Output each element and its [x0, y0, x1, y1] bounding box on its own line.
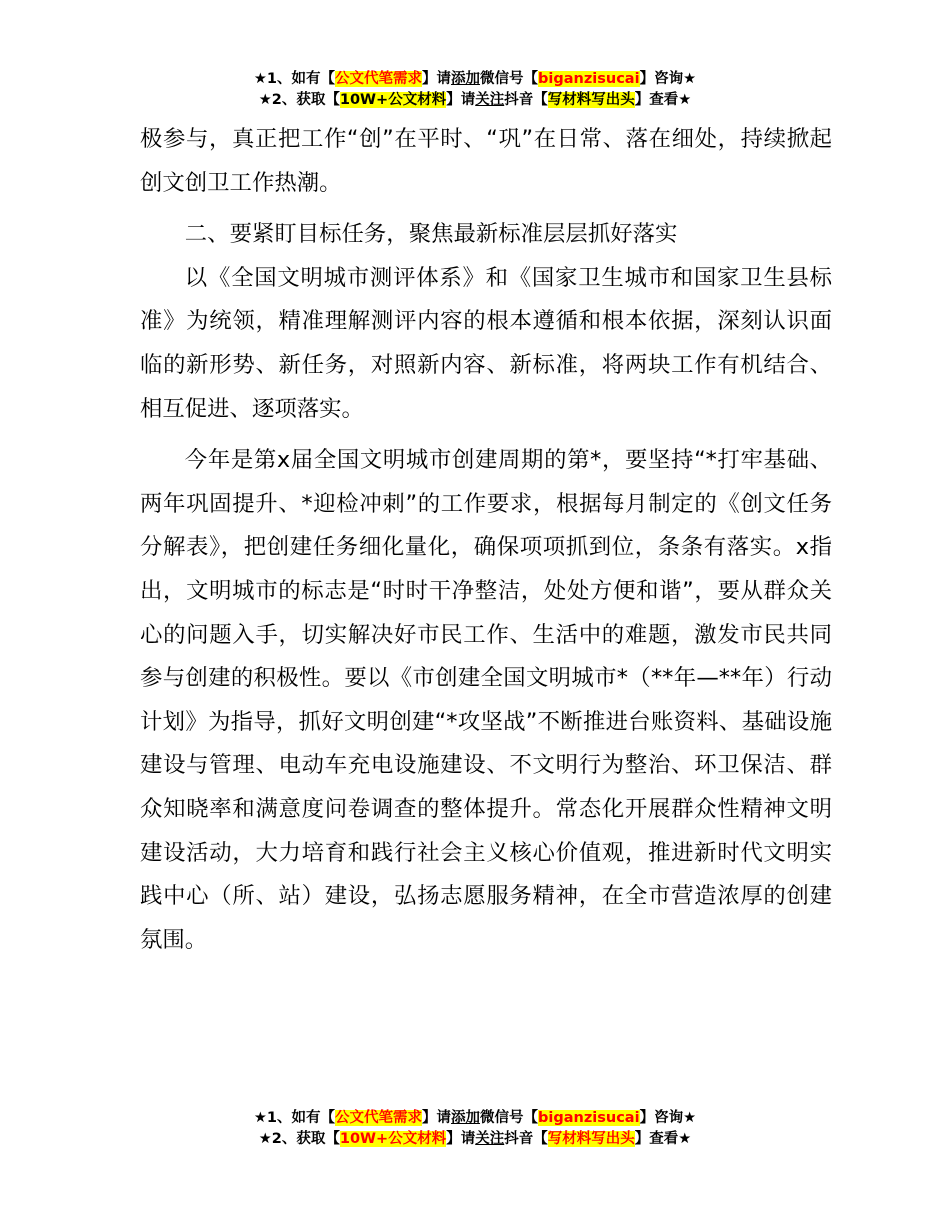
- banner-text: 抖音【: [504, 1131, 548, 1147]
- banner-underlined-text: 添加: [451, 1110, 481, 1126]
- highlight-materials: 10W+公文材料: [339, 92, 447, 108]
- banner-text: 】请: [422, 71, 452, 87]
- highlight-service: 公文代笔需求: [335, 1110, 423, 1126]
- highlight-materials: 10W+公文材料: [339, 1131, 447, 1147]
- highlight-service: 公文代笔需求: [335, 71, 423, 87]
- banner-text: 】查看★: [634, 92, 692, 108]
- banner-text: 】查看★: [634, 1131, 692, 1147]
- banner-text: ★1、如有【: [253, 1110, 336, 1126]
- banner-text: 】请: [422, 1110, 452, 1126]
- banner-text: 】请: [446, 1131, 476, 1147]
- banner-text: 微信号【: [480, 71, 539, 87]
- banner-underlined-text: 关注: [475, 92, 505, 108]
- banner-text: 抖音【: [504, 92, 548, 108]
- banner-line-1: [0, 1108, 950, 1129]
- banner-text: ★1、如有【: [253, 71, 336, 87]
- highlight-douyin-account: 写材料写出头: [547, 1131, 635, 1147]
- banner-text: 】咨询★: [639, 71, 697, 87]
- banner-text: ★2、获取【: [258, 92, 340, 108]
- highlight-douyin-account: 写材料写出头: [547, 92, 635, 108]
- highlight-wechat-id: biganzisucai: [538, 1110, 640, 1126]
- banner-text: ★2、获取【: [258, 1131, 340, 1147]
- paragraph: 以《全国文明城市测评体系》和《国家卫生城市和国家卫生县标准》为统领，精准理解测评内容的根本遵循和根本依据，深刻认识面临的新形势、新任务，对照新内容、新标准，将两块工作有机结合、相互促进、逐项落实。: [140, 264, 832, 422]
- banner-text: 微信号【: [480, 1110, 539, 1126]
- section-heading: 二、要紧盯目标任务，聚焦最新标准层层抓好落实: [184, 221, 678, 248]
- banner-line-1: [0, 69, 950, 90]
- highlight-wechat-id: biganzisucai: [538, 71, 640, 87]
- document-body: [140, 118, 832, 962]
- banner-underlined-text: 关注: [475, 1131, 505, 1147]
- banner-line-2: [0, 1129, 950, 1150]
- paragraph: 今年是第x届全国文明城市创建周期的第*，要坚持“*打牢基础、两年巩固提升、*迎检冲刺”的工作要求，根据每月制定的《创文任务分解表》，把创建任务细化量化，确保项项抓到位，条条有落实。x指出，文明城市的标志是“时时干净整洁，处处方便和谐”，要从群众关心的问题入手，切实解决好市民工作、生活中的难题，激发市民共同参与创建的积极性。要以《市创建全国文明城市*（**年—**年）行动计划》为指导，抓好文明创建“*攻坚战”不断推进台账资料、基础设施建设与管理、电动车充电设施建设、不文明行为整治、环卫保洁、群众知晓率和满意度问卷调查的整体提升。常态化开展群众性精神文明建设活动，大力培育和践行社会主义核心价值观，推进新时代文明实践中心（所、站）建设，弘扬志愿服务精神，在全市营造浓厚的创建氛围。: [140, 447, 832, 953]
- header-banner: [0, 69, 950, 111]
- banner-text: 】请: [446, 92, 476, 108]
- banner-underlined-text: 添加: [451, 71, 481, 87]
- footer-banner: [0, 1108, 950, 1150]
- banner-line-2: [0, 90, 950, 111]
- paragraph-continuation: 极参与，真正把工作“创”在平时、“巩”在日常、落在细处，持续掀起创文创卫工作热潮。: [140, 126, 832, 196]
- banner-text: 】咨询★: [639, 1110, 697, 1126]
